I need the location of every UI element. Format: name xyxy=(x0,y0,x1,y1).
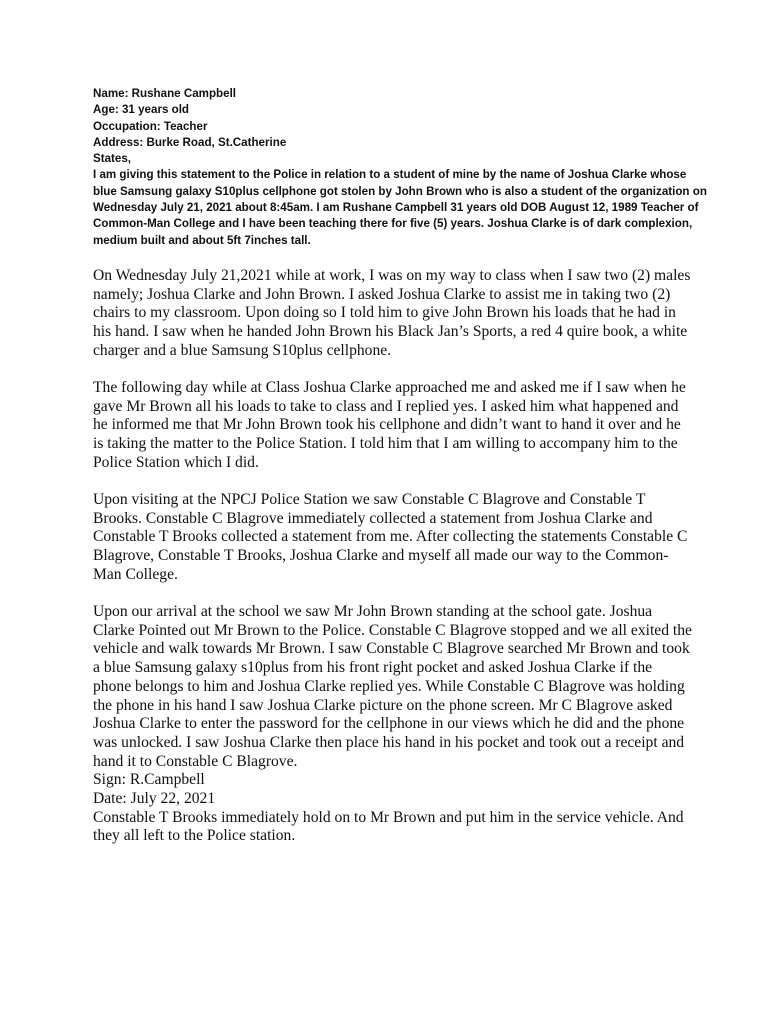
intro-paragraph: I am giving this statement to the Police in relation to a student of mine by the name of Joshua Clarke whose blue Samsung galaxy S10plus cellphone got stolen by John Brown who is also a student of the organization on Wednesday July 21, 2021 about 8:45am. I am Rushane Campbell 31 years old DOB August 12, 1989 Teacher of Common-Man College and I have been teaching there for five (5) years. Joshua Clarke is of dark complexion, medium built and about 5ft 7inches tall. xyxy=(93,168,707,247)
paragraph-4: Upon our arrival at the school we saw Mr John Brown standing at the school gate. Joshua Clarke Pointed out Mr Brown to the Police. Constable C Blagrove stopped and we all exited the vehicle and walk towards Mr Brown. I saw Constable C Blagrove searched Mr Brown and took a blue Samsung galaxy s10plus from his front right pocket and asked Joshua Clarke if the phone belongs to him and Joshua Clarke replied yes. While Constable C Blagrove was holding the phone in his hand I saw Joshua Clarke picture on the phone screen. Mr C Blagrove asked Joshua Clarke to enter the password for the cellphone in our views which he did and the phone was unlocked. I saw Joshua Clarke then place his hand in his pocket and took out a receipt and hand it to Constable C Blagrove. xyxy=(93,603,692,770)
paragraph-2: The following day while at Class Joshua Clarke approached me and asked me if I saw when he gave Mr Brown all his loads to take to class and I replied yes. I asked him what happened and he informed me that Mr John Brown took his cellphone and didn’t want to hand it over and he is taking the matter to the Police Station. I told him that I am willing to accompany him to the Police Station which I did. xyxy=(93,379,686,471)
paragraph-1: On Wednesday July 21,2021 while at work, I was on my way to class when I saw two (2) males namely; Joshua Clarke and John Brown. I asked Joshua Clarke to assist me in taking two (2) chairs to my classroom. Upon doing so I told him to give John Brown his loads that he had in his hand. I saw when he handed John Brown his Black Jan’s Sports, a red 4 quire book, a white charger and a blue Samsung S10plus cellphone. xyxy=(93,267,691,359)
address-line: Address: Burke Road, St.Catherine xyxy=(93,135,287,149)
age-line: Age: 31 years old xyxy=(93,103,190,117)
paragraph-3: Upon visiting at the NPCJ Police Station we saw Constable C Blagrove and Constable T Brooks. Constable C Blagrove immediately collected a statement from Joshua Clarke and Constable T Brooks collected a statement from me. After collecting the statements Constable C Blagrove, Constable T Brooks, Joshua Clarke and myself all made our way to the Common-Man College. xyxy=(93,491,688,583)
occupation-line: Occupation: Teacher xyxy=(93,119,208,133)
statement-header xyxy=(93,86,713,249)
signature-line: Sign: R.Campbell xyxy=(93,771,205,789)
closing-paragraph: Constable T Brooks immediately hold on to Mr Brown and put him in the service vehicle. And they all left to the Police station. xyxy=(93,808,684,845)
states-line: States, xyxy=(93,152,132,166)
date-line: Date: July 22, 2021 xyxy=(93,790,216,808)
name-line: Name: Rushane Campbell xyxy=(93,87,237,100)
statement-body xyxy=(93,267,693,846)
